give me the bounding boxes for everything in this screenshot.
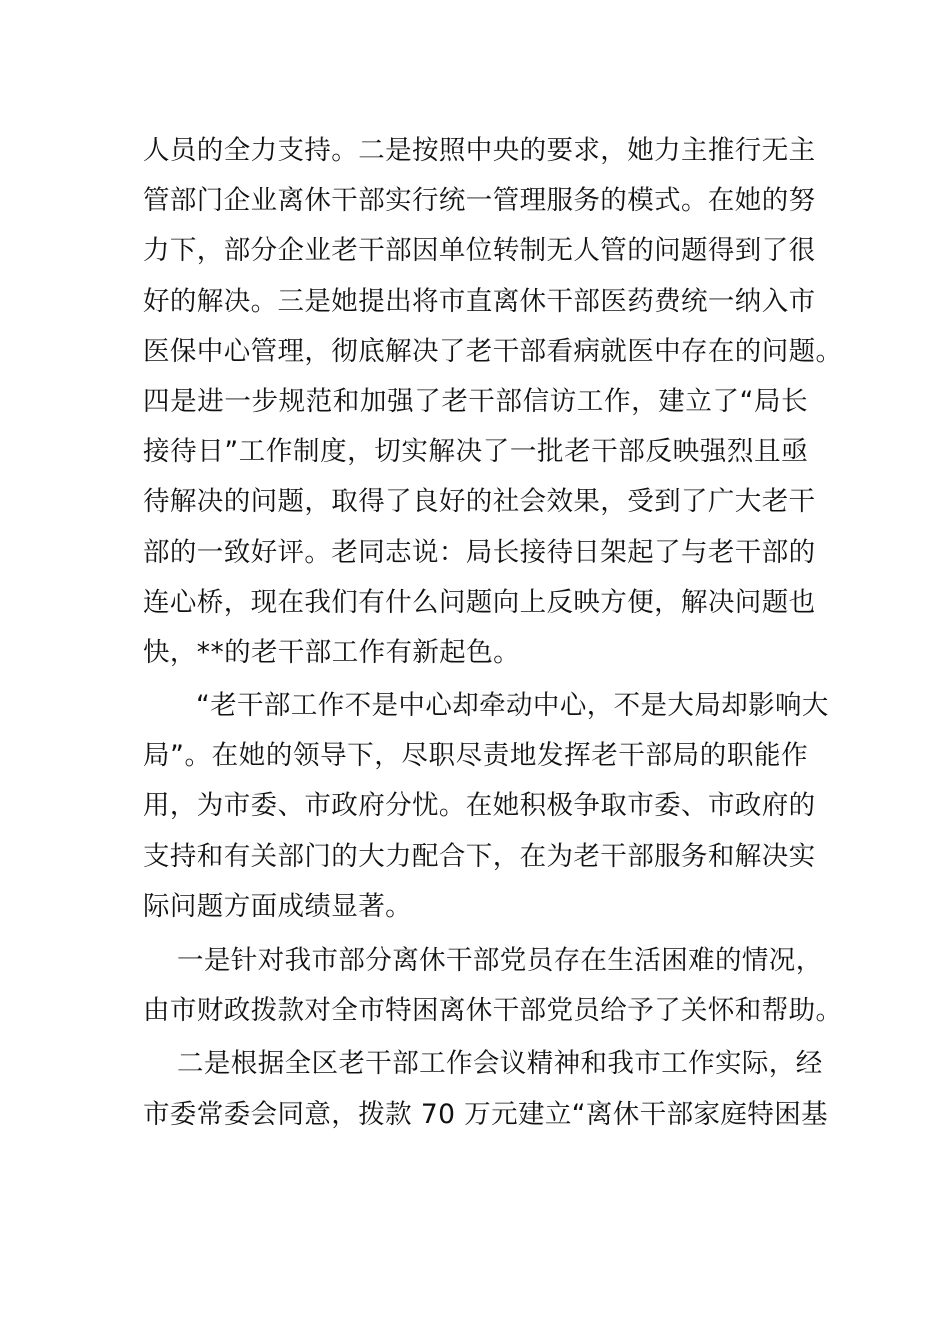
text-line: 人员的全力支持。二是按照中央的要求，她力主推行无主 xyxy=(143,135,816,166)
text-line: 二是根据全区老干部工作会议精神和我市工作实际，经 xyxy=(177,1048,823,1080)
text-line: 部的一致好评。老同志说：局长接待日架起了与老干部的 xyxy=(143,536,816,568)
text-line: 市委常委会同意，拨款 70 万元建立“离休干部家庭特困基 xyxy=(143,1098,828,1130)
text-line: 待解决的问题，取得了良好的社会效果，受到了广大老干 xyxy=(143,486,816,518)
paragraph-4 xyxy=(143,1039,828,1139)
text-line: 快，**的老干部工作有新起色。 xyxy=(143,636,520,668)
document-body xyxy=(143,126,843,1140)
text-line: 际问题方面成绩显著。 xyxy=(143,890,412,922)
text-line: 四是进一步规范和加强了老干部信访工作，建立了“局长 xyxy=(143,385,808,417)
text-line: 管部门企业离休干部实行统一管理服务的模式。在她的努 xyxy=(143,185,816,217)
text-line: 一是针对我市部分离休干部党员存在生活困难的情况， xyxy=(177,945,823,976)
text-line: 局”。在她的领导下，尽职尽责地发挥老干部局的职能作 xyxy=(143,740,808,772)
text-line: 力下，部分企业老干部因单位转制无人管的问题得到了很 xyxy=(143,235,816,267)
text-line: 由市财政拨款对全市特困离休干部党员给予了关怀和帮助。 xyxy=(143,995,843,1027)
text-line: 好的解决。三是她提出将市直离休干部医药费统一纳入市 xyxy=(143,285,816,317)
paragraph-3 xyxy=(143,936,843,1036)
text-line: 接待日”工作制度，切实解决了一批老干部反映强烈且亟 xyxy=(143,436,808,468)
text-line: 用，为市委、市政府分忧。在她积极争取市委、市政府的 xyxy=(143,790,816,822)
text-line: 医保中心管理，彻底解决了老干部看病就医中存在的问题。 xyxy=(143,335,843,367)
text-line: 连心桥，现在我们有什么问题向上反映方便，解决问题也 xyxy=(143,586,816,618)
paragraph-2 xyxy=(143,681,829,932)
text-line: “老干部工作不是中心却牵动中心，不是大局却影响大 xyxy=(196,690,829,722)
paragraph-1 xyxy=(143,126,843,678)
text-line: 支持和有关部门的大力配合下，在为老干部服务和解决实 xyxy=(143,840,816,872)
